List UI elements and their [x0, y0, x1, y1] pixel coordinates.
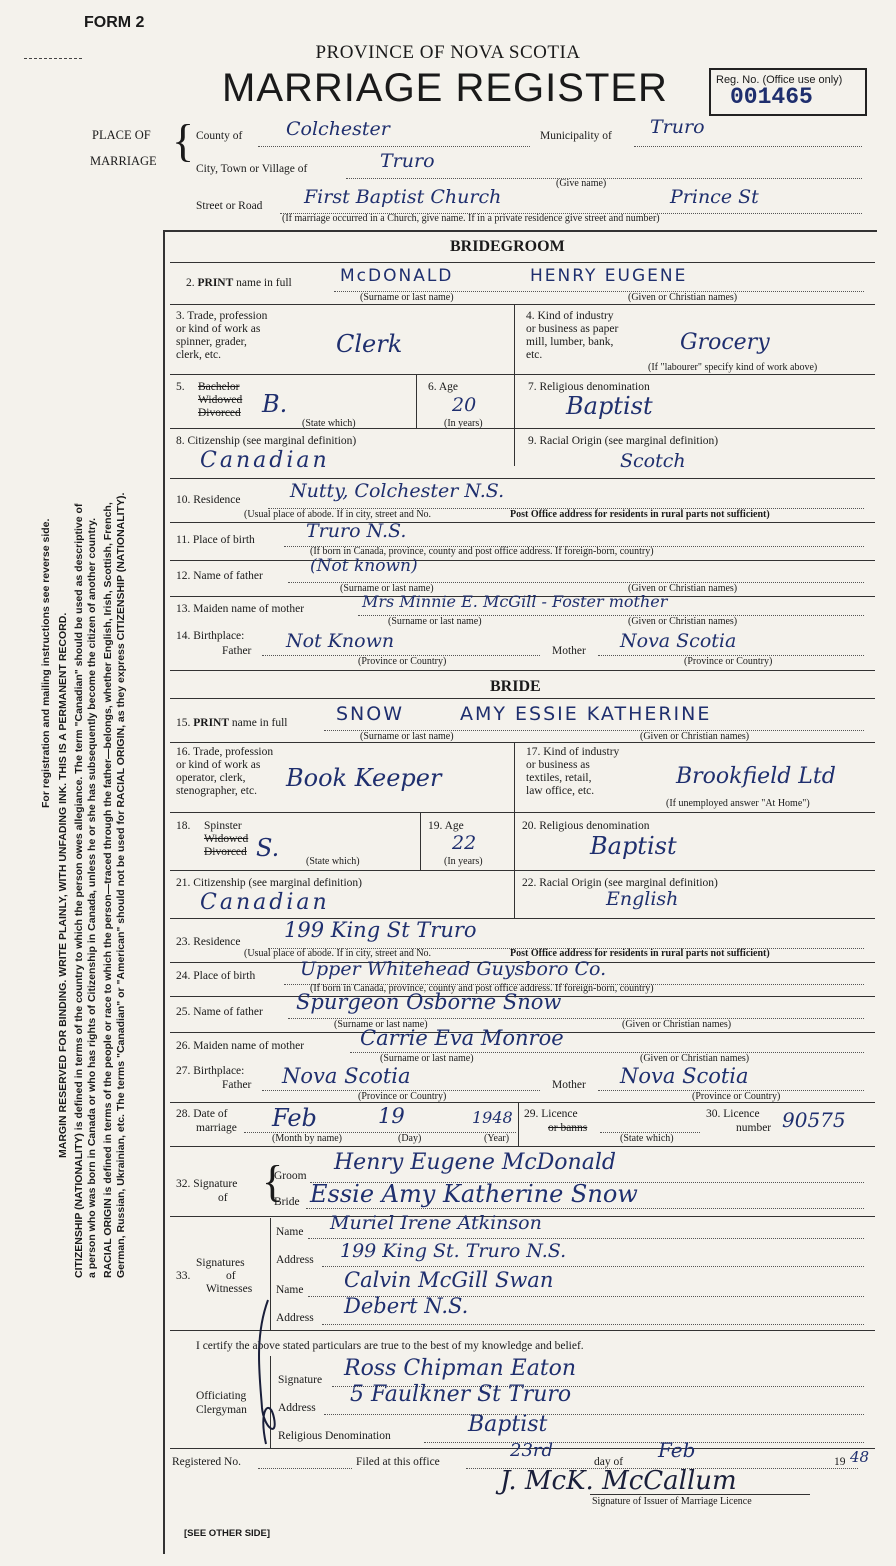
licence-number: 90575: [782, 1108, 846, 1132]
groom-residence: Nutty, Colchester N.S.: [290, 480, 505, 502]
groom-religion: Baptist: [566, 392, 653, 420]
bride-father-label: 25. Name of father: [176, 1006, 263, 1018]
divider: [420, 812, 421, 870]
witness-address-label: Address: [276, 1312, 314, 1324]
church-value: First Baptist Church: [304, 186, 502, 208]
groom-sig-label: Groom: [274, 1170, 307, 1182]
groom-industry: Grocery: [680, 330, 770, 355]
witness2-name: Calvin McGill Swan: [344, 1268, 554, 1292]
clergy-address: 5 Faulkner St Truro: [350, 1382, 572, 1407]
bride-sig-line: [306, 1208, 864, 1209]
groom-birthplace: Truro N.S.: [306, 520, 407, 542]
margin-instructions: [40, 118, 127, 1278]
witness2-address: Debert N.S.: [344, 1294, 469, 1318]
issuer-signature: J. McK. McCallum: [500, 1466, 737, 1496]
witness1-name: Muriel Irene Atkinson: [330, 1212, 542, 1234]
province-caption: (Province or Country): [358, 1091, 447, 1102]
clergy-line: [424, 1442, 864, 1443]
divider: [170, 812, 875, 813]
bride-surname: SNOW: [336, 703, 405, 725]
divider: [518, 1102, 519, 1146]
officiating-label-1: Officiating: [196, 1390, 247, 1402]
licence-label-1: 29. Licence: [524, 1108, 578, 1120]
bride-religion-label: 20. Religious denomination: [522, 820, 650, 832]
surname-caption: (Surname or last name): [388, 616, 482, 627]
bride-citizenship-label: 21. Citizenship (see marginal definition): [176, 877, 362, 889]
filed-month: Feb: [658, 1438, 696, 1462]
bride-age: 22: [452, 832, 477, 854]
given-caption: (Given or Christian names): [640, 1053, 750, 1064]
licence-number-label-1: 30. Licence: [706, 1108, 760, 1120]
groom-given: HENRY EUGENE: [530, 266, 688, 286]
bride-bp-label: 27. Birthplace:: [176, 1065, 245, 1077]
clergy-denomination: Baptist: [468, 1412, 548, 1437]
form-number: FORM 2: [84, 14, 145, 31]
year-caption: (Year): [484, 1133, 510, 1144]
bride-heading: BRIDE: [490, 678, 541, 695]
licence-label-2: or banns: [548, 1122, 588, 1134]
groom-trade-label: 3. Trade, profession or kind of work as spinner, grader, clerk, etc.: [176, 310, 268, 361]
witness-address-label: Address: [276, 1254, 314, 1266]
groom-industry-label: 4. Kind of industry or business as paper mill, lumber, bank, etc.: [526, 310, 619, 361]
clergy-signature: Ross Chipman Eaton: [344, 1356, 577, 1381]
state-which-caption: (State which): [302, 418, 356, 429]
province-caption: (Province or Country): [684, 656, 773, 667]
municipality-value: Truro: [650, 116, 705, 138]
bp-father-label: Father: [222, 1079, 252, 1091]
date-label-2: marriage: [196, 1122, 237, 1134]
bride-birthplace-label: 24. Place of birth: [176, 970, 256, 982]
divider: [170, 374, 875, 375]
bp-mother-label: Mother: [552, 645, 586, 657]
groom-bp-mother: Nova Scotia: [620, 630, 737, 652]
witness1-address: 199 King St. Truro N.S.: [340, 1240, 567, 1262]
residence-note-bold: Post Office address for residents in rural parts not sufficient): [510, 948, 770, 959]
divider: [170, 304, 875, 305]
birthplace-note: (If born in Canada, province, county and post office address. If foreign-born, country): [310, 983, 654, 994]
groom-citizenship: Canadian: [200, 448, 330, 473]
page-title: MARRIAGE REGISTER: [222, 66, 668, 110]
filed-label: Filed at this office: [356, 1456, 440, 1468]
bride-status: S.: [256, 834, 280, 862]
county-value: Colchester: [286, 118, 390, 140]
marriage-day: 19: [378, 1104, 405, 1128]
groom-surname: McDONALD: [340, 266, 454, 286]
county-line: [258, 146, 530, 147]
marriage-month: Feb: [272, 1104, 317, 1132]
month-caption: (Month by name): [272, 1133, 342, 1144]
bride-signature: Essie Amy Katherine Snow: [310, 1180, 638, 1208]
divider: [170, 698, 875, 699]
surname-caption: (Surname or last name): [380, 1053, 474, 1064]
surname-caption: (Surname or last name): [360, 731, 454, 742]
province-caption: (Province or Country): [358, 656, 447, 667]
place-label-2: MARRIAGE: [90, 154, 157, 168]
print-label: PRINT: [197, 277, 234, 289]
bp-father-label: Father: [222, 645, 252, 657]
brace: {: [262, 1157, 284, 1206]
divider: [514, 742, 515, 870]
groom-bp-father: Not Known: [286, 630, 395, 652]
widowed-label: Widowed: [198, 394, 243, 406]
groom-industry-note: (If "labourer" specify kind of work above): [648, 362, 818, 373]
groom-racial-label: 9. Racial Origin (see marginal definition): [528, 435, 719, 447]
divider: [514, 304, 515, 466]
field-number: 2.: [186, 277, 195, 289]
clergy-address-label: Address: [278, 1402, 316, 1414]
registration-number: 001465: [730, 84, 813, 110]
groom-bp-label: 14. Birthplace:: [176, 630, 245, 642]
widowed-label: Widowed: [204, 833, 249, 845]
clergy-denom-label: Religious Denomination: [278, 1430, 391, 1442]
witness-label-1: Signatures: [196, 1257, 245, 1269]
divider: [416, 374, 417, 428]
filed-year: 48: [850, 1448, 870, 1466]
divider: [170, 560, 875, 561]
witness-line: [308, 1238, 864, 1239]
brace: {: [172, 115, 195, 166]
witness-line: [322, 1324, 864, 1325]
spinster-label: Spinster: [204, 820, 242, 832]
filed-day: 23rd: [510, 1440, 554, 1461]
province-heading: PROVINCE OF NOVA SCOTIA: [315, 42, 581, 63]
issuer-line: [590, 1494, 810, 1495]
divider: [170, 670, 875, 671]
county-label: County of: [196, 130, 243, 142]
groom-citizenship-label: 8. Citizenship (see marginal definition): [176, 435, 357, 447]
state-which-caption: (State which): [306, 856, 360, 867]
margin-line-2: MARGIN RESERVED FOR BINDING. WRITE PLAINLY, WITH UNFADING INK. THIS IS A PERMANENT RECORD.: [56, 612, 69, 1158]
residence-note: (Usual place of abode. If in city, street and No.: [244, 948, 432, 959]
officiating-label-2: Clergyman: [196, 1404, 247, 1416]
day-of-label: day of: [594, 1456, 624, 1468]
divider: [170, 742, 875, 743]
bride-trade-label: 16. Trade, profession or kind of work as operator, clerk, stenographer, etc.: [176, 746, 274, 797]
bp-mother-label: Mother: [552, 1079, 586, 1091]
bride-father: Spurgeon Osborne Snow: [296, 990, 562, 1014]
street-note: (If marriage occurred in a Church, give name. If in a private residence give street and number): [282, 213, 660, 224]
bride-name-label: [176, 717, 287, 729]
bride-bp-father: Nova Scotia: [282, 1064, 411, 1088]
witness-name-label: Name: [276, 1284, 304, 1296]
pen-flourish: [248, 1298, 288, 1448]
given-caption: (Given or Christian names): [628, 616, 738, 627]
place-label-1: PLACE OF: [92, 128, 151, 142]
issuer-caption: Signature of Issuer of Marriage Licence: [592, 1496, 752, 1507]
groom-racial: Scotch: [620, 450, 686, 472]
clergy-line: [324, 1414, 864, 1415]
given-caption: (Given or Christian names): [640, 731, 750, 742]
surname-caption: (Surname or last name): [360, 292, 454, 303]
registration-number-label: Reg. No. (Office use only): [716, 74, 843, 86]
field-number: 15.: [176, 717, 191, 729]
witness-number: 33.: [176, 1270, 191, 1282]
given-caption: (Given or Christian names): [628, 583, 738, 594]
signature-label: 32. Signature: [176, 1178, 238, 1190]
margin-line-1: For registration and mailing instructions see reverse side.: [40, 518, 52, 808]
bride-bp-mother: Nova Scotia: [620, 1064, 749, 1088]
see-other-side: [SEE OTHER SIDE]: [184, 1528, 271, 1539]
groom-name-label: [186, 277, 292, 289]
bride-age-label: 19. Age: [428, 820, 464, 832]
print-label: PRINT: [193, 717, 230, 729]
street-label: Street or Road: [196, 200, 263, 212]
bride-mother: Carrie Eva Monroe: [360, 1026, 564, 1050]
bride-citizenship: Canadian: [200, 890, 330, 915]
year-prefix: 19: [834, 1456, 846, 1468]
city-label: City, Town or Village of: [196, 163, 308, 175]
residence-note: (Usual place of abode. If in city, street and No.: [244, 509, 432, 520]
groom-religion-label: 7. Religious denomination: [528, 381, 650, 393]
groom-age: 20: [452, 394, 477, 416]
name-label: name in full: [236, 277, 292, 289]
surname-caption: (Surname or last name): [334, 1019, 428, 1030]
in-years-caption: (In years): [444, 418, 483, 429]
bride-residence: 199 King St Truro: [284, 918, 477, 942]
bride-racial-label: 22. Racial Origin (see marginal definition): [522, 877, 718, 889]
municipality-line: [634, 146, 862, 147]
groom-father-label: 12. Name of father: [176, 570, 263, 582]
province-caption: (Province or Country): [692, 1091, 781, 1102]
clergy-sig-label: Signature: [278, 1374, 323, 1386]
signature-of-label: of: [218, 1192, 228, 1204]
divider: [170, 918, 875, 919]
bride-birthplace: Upper Whitehead Guysboro Co.: [300, 958, 607, 980]
in-years-caption: (In years): [444, 856, 483, 867]
bride-trade: Book Keeper: [286, 764, 442, 792]
witness-label-2: of: [226, 1270, 236, 1282]
divider: [170, 870, 875, 871]
state-caption: (State which): [620, 1133, 674, 1144]
residence-note-bold: Post Office address for residents in rural parts not sufficient): [510, 509, 770, 520]
groom-mother-label: 13. Maiden name of mother: [176, 603, 305, 615]
margin-line-5: RACIAL ORIGIN is defined in terms of the people or race to which the person—traced through the father—belongs, whether English, Irish, Scottish, French,: [102, 502, 114, 1278]
divider: [170, 428, 875, 429]
bridegroom-heading: BRIDEGROOM: [450, 238, 565, 255]
bride-racial: English: [606, 888, 679, 910]
bride-sig-label: Bride: [274, 1196, 300, 1208]
bride-industry: Brookfield Ltd: [676, 764, 836, 789]
margin-line-3: CITIZENSHIP (NATIONALITY) is defined in terms of the country to which the person owes allegiance. The term "Canadian" should be used as descriptive of: [73, 503, 85, 1278]
margin-line-6: German, Russian, Ukrainian, etc. The terms "Canadian" or "American" should not be used for RACIAL ORIGIN, as they express CITIZENSHIP (NATIONALITY).: [114, 492, 127, 1278]
bride-given: AMY ESSIE KATHERINE: [460, 703, 712, 725]
witness-name-label: Name: [276, 1226, 304, 1238]
divider: [170, 262, 875, 263]
given-caption: (Given or Christian names): [622, 1019, 732, 1030]
day-caption: (Day): [398, 1133, 422, 1144]
licence-number-label-2: number: [736, 1122, 772, 1134]
municipality-label: Municipality of: [540, 130, 612, 142]
groom-signature: Henry Eugene McDonald: [334, 1150, 616, 1175]
divider: [170, 478, 875, 479]
surname-caption: (Surname or last name): [340, 583, 434, 594]
groom-trade: Clerk: [336, 330, 403, 358]
divider: [514, 870, 515, 918]
divorced-label: Divorced: [198, 407, 241, 419]
groom-residence-label: 10. Residence: [176, 494, 241, 506]
witness-label-3: Witnesses: [206, 1283, 253, 1295]
date-label-1: 28. Date of: [176, 1108, 228, 1120]
field-number: 5.: [176, 381, 185, 393]
marriage-year: 1948: [472, 1108, 513, 1127]
groom-mother: Mrs Minnie E. McGill - Foster mother: [362, 592, 668, 611]
groom-status: B.: [262, 390, 288, 418]
bride-mother-label: 26. Maiden name of mother: [176, 1040, 305, 1052]
bride-residence-label: 23. Residence: [176, 936, 241, 948]
divider: [170, 1146, 875, 1147]
road-value: Prince St: [670, 186, 759, 208]
city-value: Truro: [380, 150, 435, 172]
give-name-caption: (Give name): [556, 178, 607, 189]
bride-industry-note: (If unemployed answer "At Home"): [666, 798, 810, 809]
given-caption: (Given or Christian names): [628, 292, 738, 303]
divider: [170, 522, 875, 523]
bachelor-label: Bachelor: [198, 381, 240, 393]
name-label: name in full: [231, 717, 288, 729]
registered-line: [258, 1468, 352, 1469]
groom-age-label: 6. Age: [428, 381, 459, 393]
divider: [170, 1102, 875, 1103]
birthplace-note: (If born in Canada, province, county and post office address. If foreign-born, country): [310, 546, 654, 557]
witness-line: [322, 1266, 864, 1267]
field-number: 18.: [176, 820, 191, 832]
registered-no-label: Registered No.: [172, 1456, 241, 1468]
certification-text: I certify the above stated particulars are true to the best of my knowledge and belief.: [196, 1340, 584, 1352]
bride-industry-label: 17. Kind of industry or business as textiles, retail, law office, etc.: [526, 746, 620, 797]
margin-line-4: a person who was born in Canada or who has rights of Citizenship in Canada, unless he or she has subsequently become the citizen of another country.: [85, 517, 98, 1278]
bride-religion: Baptist: [590, 832, 677, 860]
groom-father: (Not known): [310, 556, 418, 576]
groom-birthplace-label: 11. Place of birth: [176, 534, 255, 546]
divorced-label: Divorced: [204, 846, 247, 858]
